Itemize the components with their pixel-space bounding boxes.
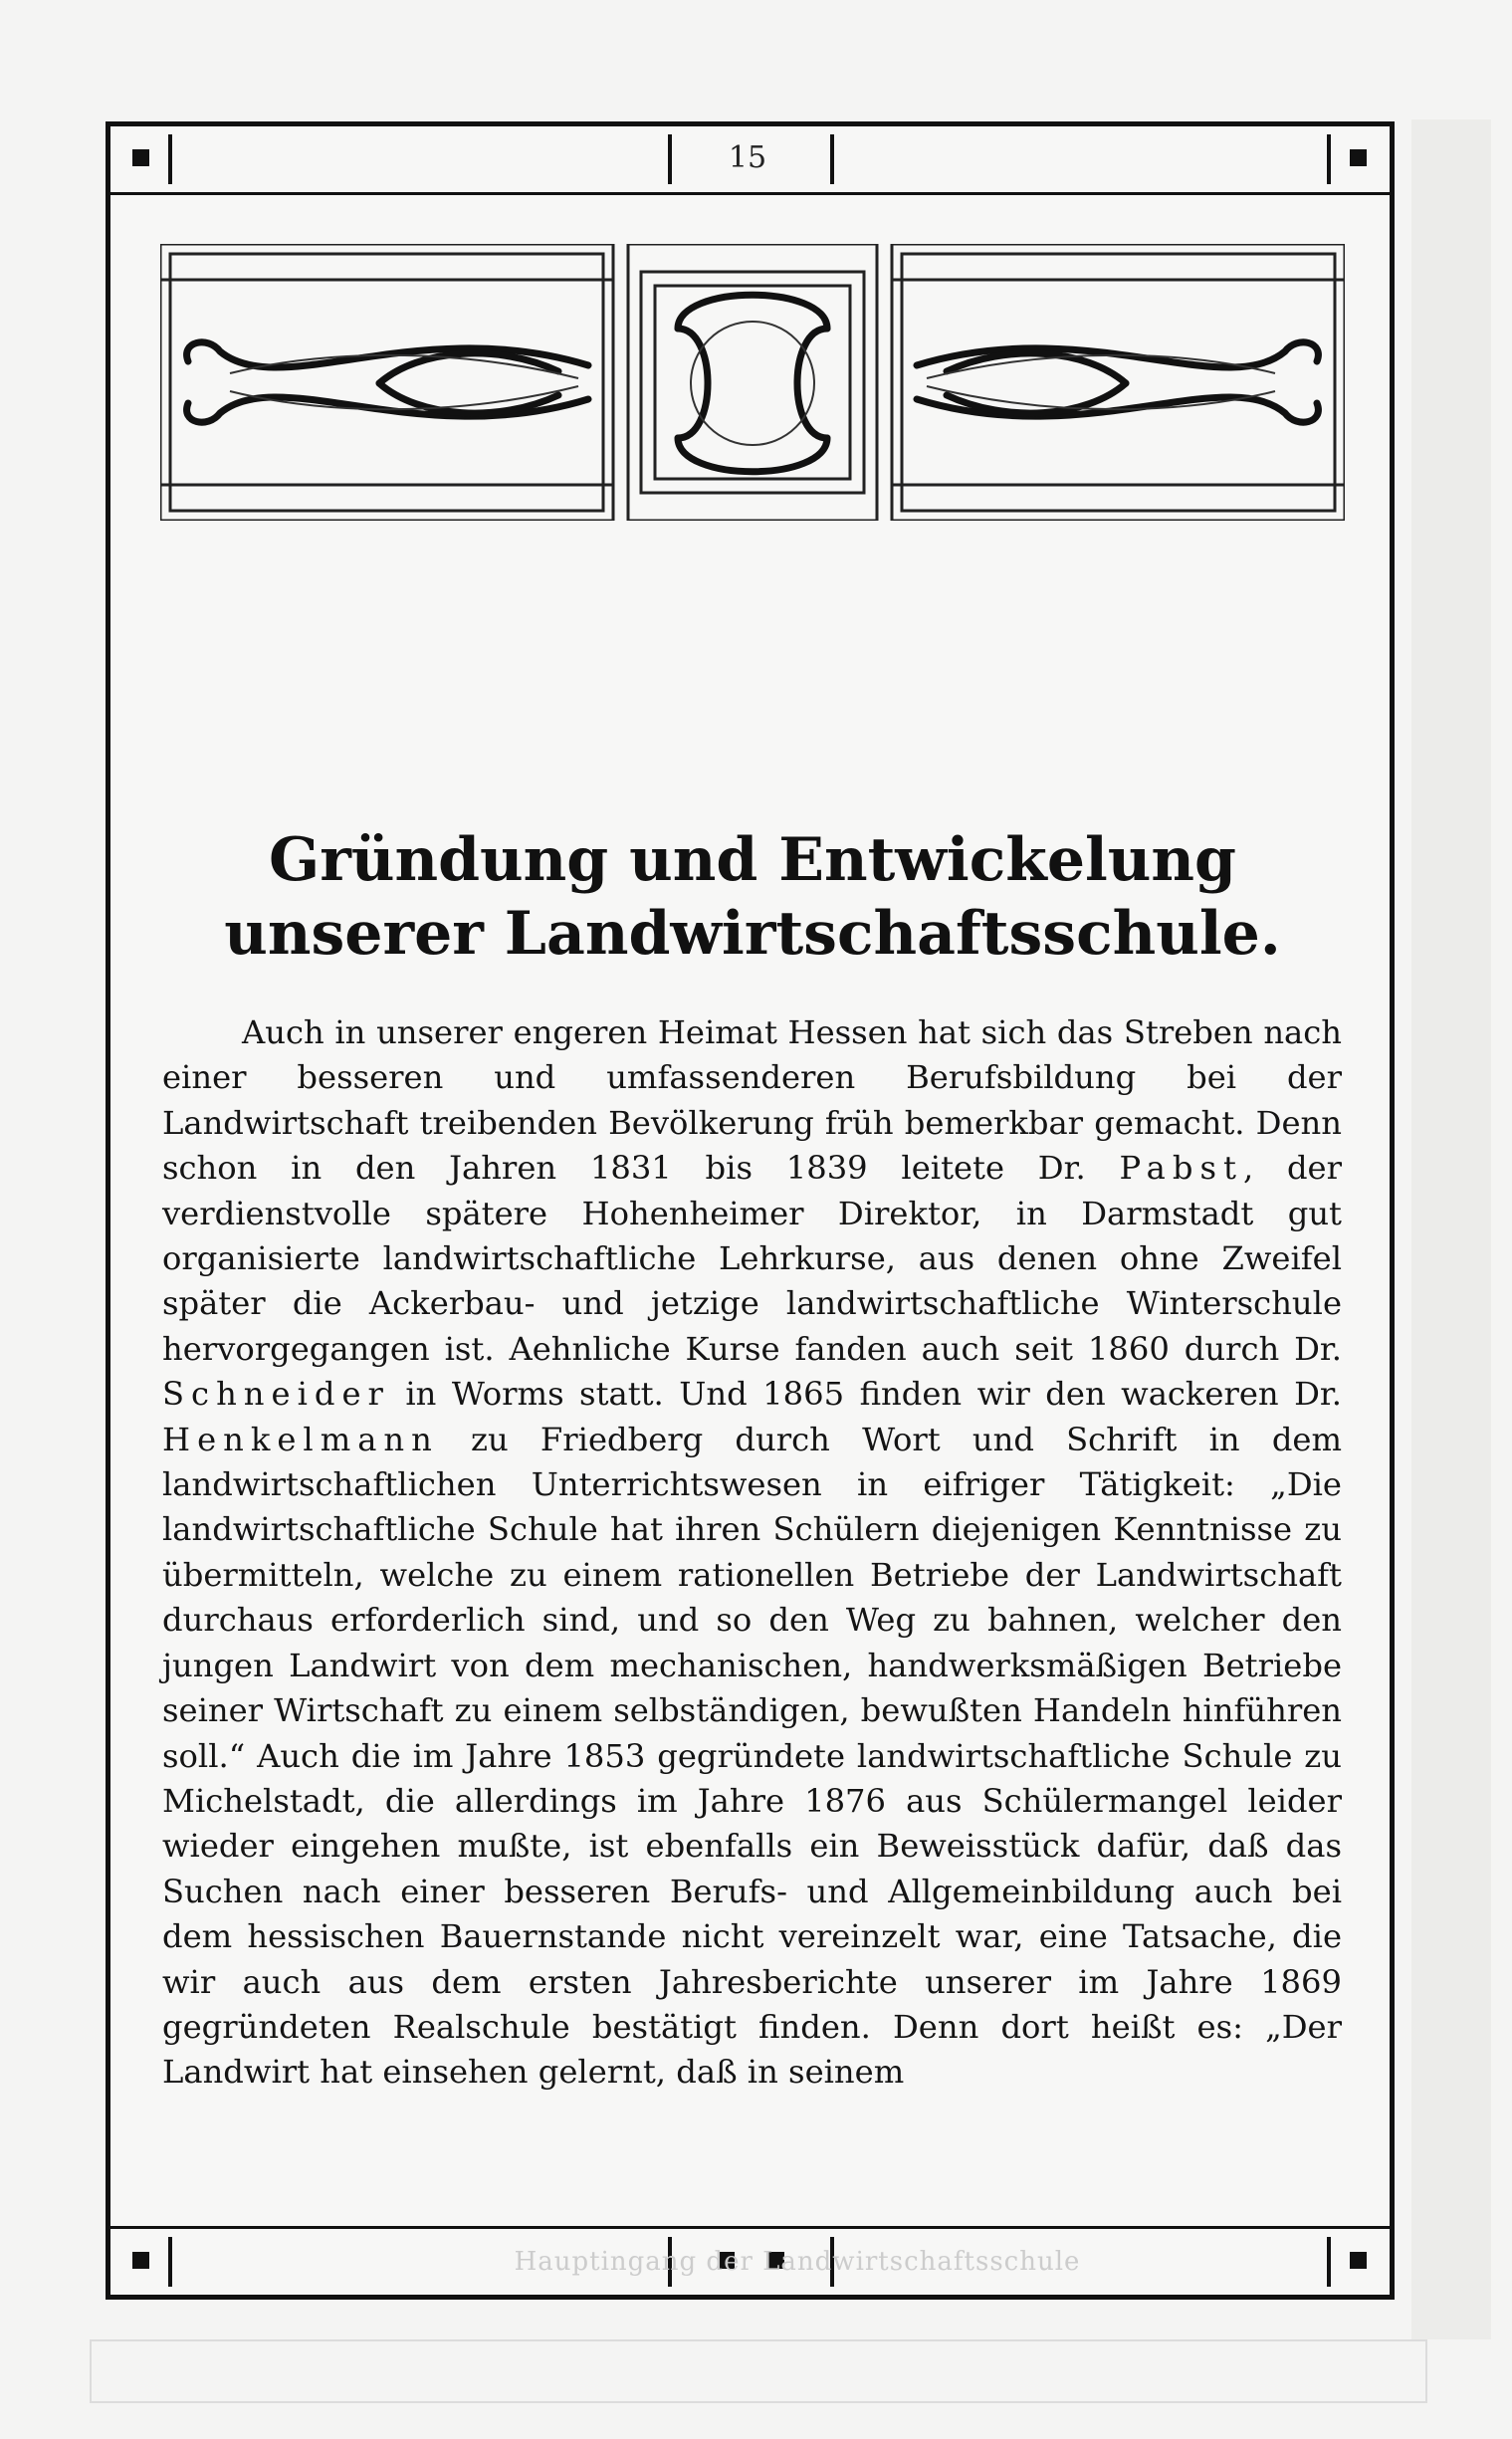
article-body [162, 1010, 1342, 2096]
headline-line-1: Gründung und Entwickelung [268, 825, 1236, 895]
article-headline [170, 823, 1335, 971]
person-name: Henkelmann [162, 1420, 439, 1458]
divider [168, 134, 172, 184]
article-text: in Worms statt. Und 1865 finden wir den wackeren Dr. [389, 1375, 1342, 1414]
divider [1327, 134, 1331, 184]
header-bar [110, 126, 1390, 195]
page-number: 15 [728, 140, 767, 175]
person-name: Schneider [162, 1375, 390, 1414]
article-text: Auch in unserer engeren Heimat Hessen hat sich das Streben nach einer besseren und umfassenderen Berufsbildung bei der Landwirtschaft treibenden Bevölkerung früh bemerkbar gemacht. Denn schon in den Jahren 1831 bis 1839 leitete Dr. [162, 1013, 1342, 1188]
article-text: zu Friedberg durch Wort und Schrift in dem landwirtschaftlichen Unterrichtswesen in eifriger Tätigkeit: „Die landwirtschaftliche Schule hat ihren Schülern diejenigen Kenntnisse zu übermitteln, welche zu einem rationellen Betriebe der Landwirtschaft durchaus erforderlich sind, und so den Weg zu bahnen, welcher den jungen Landwirt von dem mechanischen, handwerksmäßigen Betriebe seiner Wirtschaft zu einem selbständigen, bewußten Handeln hinführen soll.“ Auch die im Jahre 1853 gegründete landwirtschaftliche Schule zu Michelstadt, die allerdings im Jahre 1876 aus Schülermangel leider wieder eingehen mußte, ist ebenfalls ein Beweisstück dafür, daß das Suchen nach einer besseren Berufs- und Allgemeinbildung auch bei dem hessischen Bauernstande nicht vereinzelt war, eine Tatsache, die wir auch aus dem ersten Jahresberichte unserer im Jahre 1869 gegründeten Realschule bestätigt finden. Denn dort heißt es: „Der Landwirt hat einsehen gelernt, daß in seinem [162, 1420, 1342, 2092]
facing-page-border [90, 2339, 1427, 2403]
square-ornament-icon [132, 2252, 149, 2269]
facing-page-shadow [1411, 119, 1491, 2339]
divider [668, 134, 672, 184]
divider [1327, 2237, 1331, 2287]
divider [830, 134, 834, 184]
headline-line-2: unserer Landwirtschaftsschule. [224, 899, 1281, 969]
decorative-ornament-banner [160, 244, 1345, 521]
page-frame [106, 121, 1395, 2300]
square-ornament-icon [1350, 2252, 1367, 2269]
article-text: , der verdienstvolle spätere Hohenheimer Direktor, in Darmstadt gut organisierte landwirtschaftliche Lehrkurse, aus denen ohne Zweifel später die Ackerbau- und jetzige landwirtschaftliche Winterschule hervorgegangen ist. Aehnliche Kurse fanden auch seit 1860 durch Dr. [162, 1149, 1342, 1368]
footer-bar [110, 2226, 1390, 2295]
show-through-caption: Hauptingang der Landwirtschaftsschule [514, 2247, 1081, 2277]
square-ornament-icon [132, 149, 149, 166]
square-ornament-icon [1350, 149, 1367, 166]
person-name: Pabst [1119, 1149, 1243, 1188]
divider [168, 2237, 172, 2287]
